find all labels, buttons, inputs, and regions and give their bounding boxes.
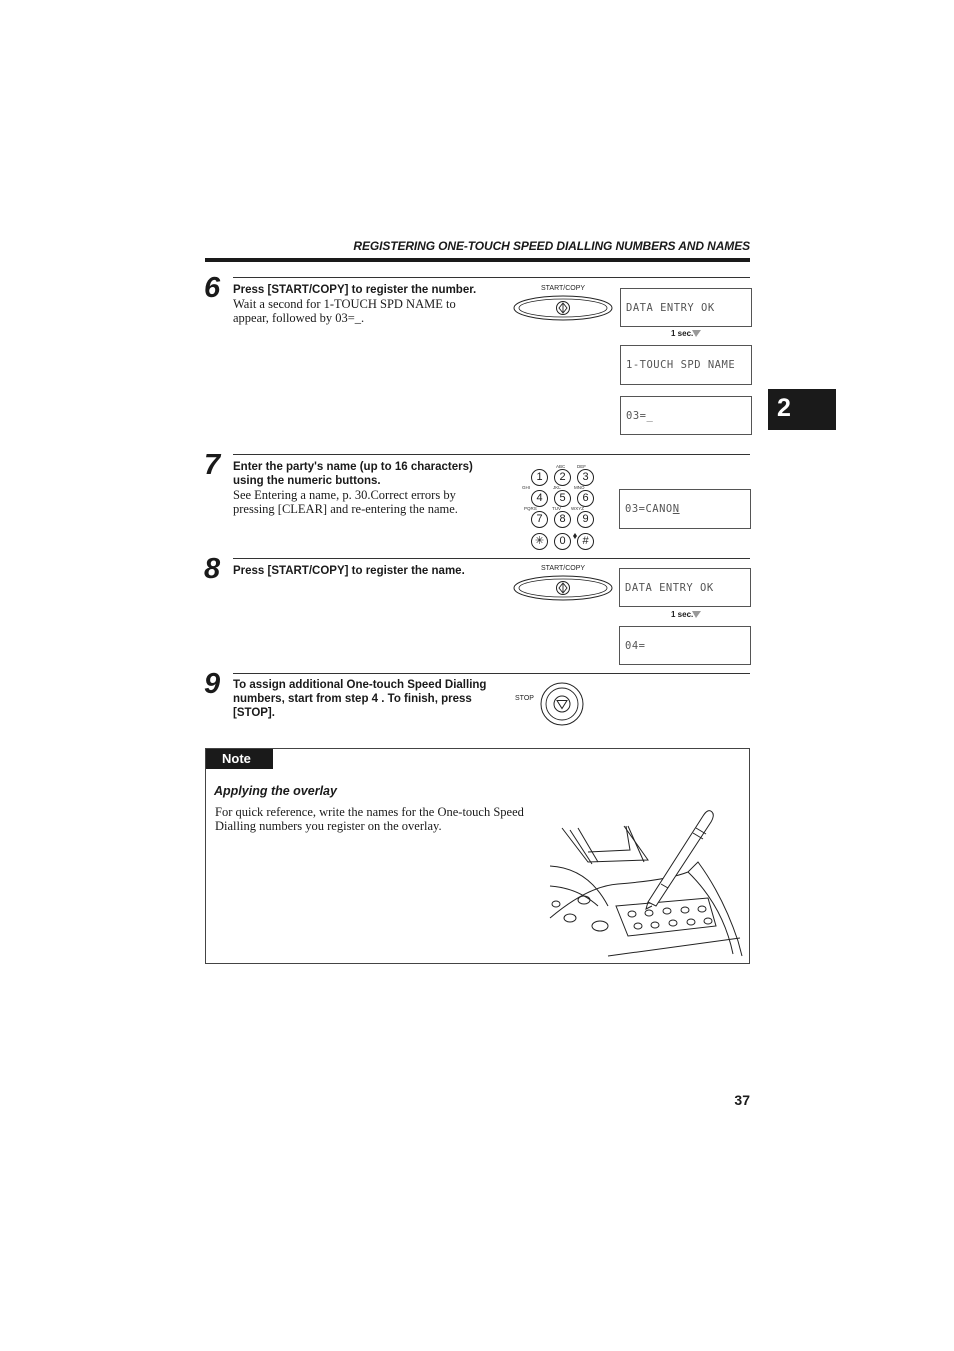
keypad-key-9: ✳ bbox=[531, 533, 548, 550]
lcd-03-canon: 03=CANON bbox=[619, 489, 751, 529]
step-6-number: 6 bbox=[204, 272, 221, 304]
keypad-letters-6: TUV bbox=[552, 506, 561, 511]
note-body-line-1: For quick reference, write the names for the One-touch Speed bbox=[215, 805, 524, 819]
step-7-body-line-2: pressing [CLEAR] and re-entering the name. bbox=[233, 502, 458, 516]
chapter-tab bbox=[768, 389, 836, 430]
step-6-body-line-2: appear, followed by 03=_. bbox=[233, 311, 365, 325]
step-7-instruction-line-1: Enter the party's name (up to 16 characters) bbox=[233, 461, 473, 473]
delay-label: 1 sec. bbox=[671, 329, 694, 338]
step-7-number: 7 bbox=[204, 449, 221, 481]
step-7-instruction-line-2: using the numeric buttons. bbox=[233, 475, 381, 487]
keypad-letters-2: GHI bbox=[522, 485, 531, 490]
keypad-key-11: # bbox=[577, 533, 594, 550]
keypad-letters-7: WXYZ bbox=[571, 506, 584, 511]
step-6-instruction: Press [START/COPY] to register the number. bbox=[233, 284, 477, 296]
note-body-line-2: Dialling numbers you register on the overlay. bbox=[215, 819, 442, 833]
delay-label: 1 sec. bbox=[671, 610, 694, 619]
start-copy-label: START/COPY bbox=[541, 565, 586, 572]
start-copy-label: START/COPY bbox=[541, 285, 586, 292]
keypad-key-7: 8 bbox=[554, 511, 571, 528]
step-9-instruction-line-3: [STOP]. bbox=[233, 707, 275, 719]
numeric-keypad bbox=[522, 463, 602, 553]
overlay-illustration bbox=[548, 806, 746, 958]
start-copy-button-icon bbox=[512, 573, 614, 603]
lcd-03: 03=_ bbox=[620, 396, 752, 435]
lcd-data-entry-ok: DATA ENTRY OK bbox=[620, 288, 752, 327]
step-8-instruction: Press [START/COPY] to register the name. bbox=[233, 565, 465, 577]
keypad-key-1: 2 bbox=[554, 469, 571, 486]
step-9-rule bbox=[233, 673, 750, 674]
arrow-down-icon bbox=[692, 328, 702, 338]
note-heading: Applying the overlay bbox=[214, 784, 337, 798]
chapter-tab-number: 2 bbox=[777, 394, 791, 422]
stop-label: STOP bbox=[515, 695, 534, 702]
start-copy-button-icon bbox=[512, 293, 614, 323]
note-body bbox=[215, 805, 545, 833]
keypad-letters-5: PQRS bbox=[524, 506, 537, 511]
step-7-rule bbox=[233, 454, 750, 455]
header-rule bbox=[205, 258, 750, 262]
keypad-key-10: 0 bbox=[554, 533, 571, 550]
step-9-instruction-line-1: To assign additional One-touch Speed Dialling bbox=[233, 679, 487, 691]
lcd-data-entry-ok: DATA ENTRY OK bbox=[619, 568, 751, 607]
step-6-body-line-1: Wait a second for 1-TOUCH SPD NAME to bbox=[233, 297, 456, 311]
keypad-letters-3: JKL bbox=[553, 485, 561, 490]
keypad-key-2: 3 bbox=[577, 469, 594, 486]
step-7-body-line-1: See Entering a name, p. 30.Correct errors by bbox=[233, 488, 456, 502]
keypad-key-4: 5 bbox=[554, 490, 571, 507]
keypad-key-6: 7 bbox=[531, 511, 548, 528]
arrow-down-icon bbox=[692, 609, 702, 619]
keypad-key-0: 1 bbox=[531, 469, 548, 486]
keypad-key-8: 9 bbox=[577, 511, 594, 528]
lcd-one-touch-spd-name: 1-TOUCH SPD NAME bbox=[620, 345, 752, 385]
step-8-number: 8 bbox=[204, 553, 221, 585]
lcd-04: 04= bbox=[619, 626, 751, 665]
step-6-rule bbox=[233, 277, 750, 278]
page-number: 37 bbox=[734, 1092, 750, 1108]
keypad-letters-4: MNO bbox=[574, 485, 585, 490]
running-header: REGISTERING ONE-TOUCH SPEED DIALLING NUMBERS AND NAMES bbox=[353, 239, 750, 253]
keypad-key-5: 6 bbox=[577, 490, 594, 507]
step-8-rule bbox=[233, 558, 750, 559]
stop-button-icon bbox=[539, 681, 585, 727]
note-label: Note bbox=[206, 749, 273, 769]
keypad-letters-0: ABC bbox=[556, 464, 566, 469]
keypad-letters-1: DEF bbox=[577, 464, 586, 469]
step-9-number: 9 bbox=[204, 668, 221, 700]
keypad-key-3: 4 bbox=[531, 490, 548, 507]
step-9-instruction-line-2: numbers, start from step 4 . To finish, press bbox=[233, 693, 472, 705]
